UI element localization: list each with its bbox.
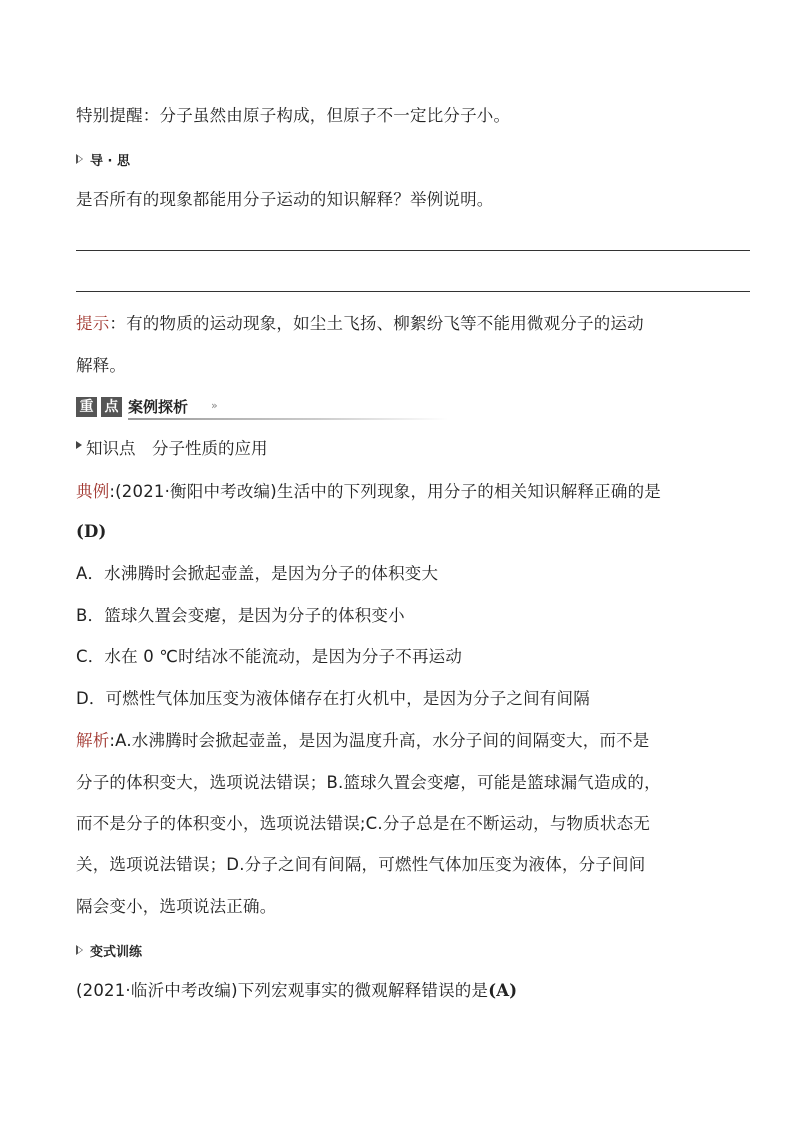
hint-line-2: 解释。 (76, 356, 127, 375)
banner-chip-1: 重 (76, 397, 97, 417)
section-marker-icon (76, 945, 84, 955)
answer-line-1[interactable] (76, 250, 750, 251)
option-b: B．篮球久置会变瘪，是因为分子的体积变小 (76, 606, 405, 625)
hint-label: 提示 (76, 314, 110, 333)
training-section-heading (76, 941, 142, 959)
banner-arrows-icon: » (211, 399, 218, 412)
flag-icon (76, 441, 82, 449)
knowledge-point-text: 知识点 分子性质的应用 (86, 439, 268, 458)
training-stem: (2021·临沂中考改编)下列宏观事实的微观解释错误的是 (76, 981, 489, 1000)
training-question (76, 979, 517, 1003)
example-stem-text: :(2021·衡阳中考改编)生活中的下列现象，用分子的相关知识解释正确的是 (109, 482, 661, 501)
guide-question: 是否所有的现象都能用分子运动的知识解释？举例说明。 (76, 190, 494, 209)
knowledge-point-heading (76, 437, 268, 461)
example-answer: (D) (76, 522, 107, 541)
option-c: C．水在 0 ℃时结冰不能流动，是因为分子不再运动 (76, 647, 463, 666)
analysis-line-2: 分子的体积变大，选项说法错误；B.篮球久置会变瘪，可能是篮球漏气造成的， (76, 773, 661, 792)
guide-section-heading (76, 150, 130, 168)
section-marker-icon (76, 154, 84, 164)
option-d: D．可燃性气体加压变为液体储存在打火机中，是因为分子之间有间隔 (76, 689, 590, 708)
banner-title: 案例探析 (128, 398, 189, 416)
analysis-line-1 (76, 729, 650, 753)
training-answer: (A) (488, 981, 518, 1000)
analysis-line-4: 关，选项说法错误；D.分子之间有间隔，可燃性气体加压变为液体，分子间间 (76, 855, 646, 874)
example-stem (76, 480, 661, 504)
key-points-banner (76, 395, 376, 419)
example-label: 典例 (76, 482, 110, 501)
banner-chip-2: 点 (101, 397, 122, 417)
guide-section-label: 导 · 思 (90, 153, 130, 169)
analysis-line-5: 隔会变小，选项说法正确。 (76, 897, 277, 916)
analysis-label: 解析 (76, 731, 110, 750)
hint-text-1: ：有的物质的运动现象，如尘土飞扬、柳絮纷飞等不能用微观分子的运动 (109, 314, 644, 333)
analysis-line-3: 而不是分子的体积变小，选项说法错误;C.分子总是在不断运动，与物质状态无 (76, 814, 651, 833)
training-section-label: 变式训练 (90, 944, 143, 960)
option-a: A．水沸腾时会掀起壶盖，是因为分子的体积变大 (76, 564, 439, 583)
answer-line-2[interactable] (76, 291, 750, 292)
tip-text: 特别提醒：分子虽然由原子构成，但原子不一定比分子小。 (76, 106, 511, 125)
analysis-text-1: :A.水沸腾时会掀起壶盖，是因为温度升高，水分子间的间隔变大，而不是 (109, 731, 650, 750)
banner-rule (128, 418, 448, 420)
hint-line-1 (76, 312, 644, 336)
